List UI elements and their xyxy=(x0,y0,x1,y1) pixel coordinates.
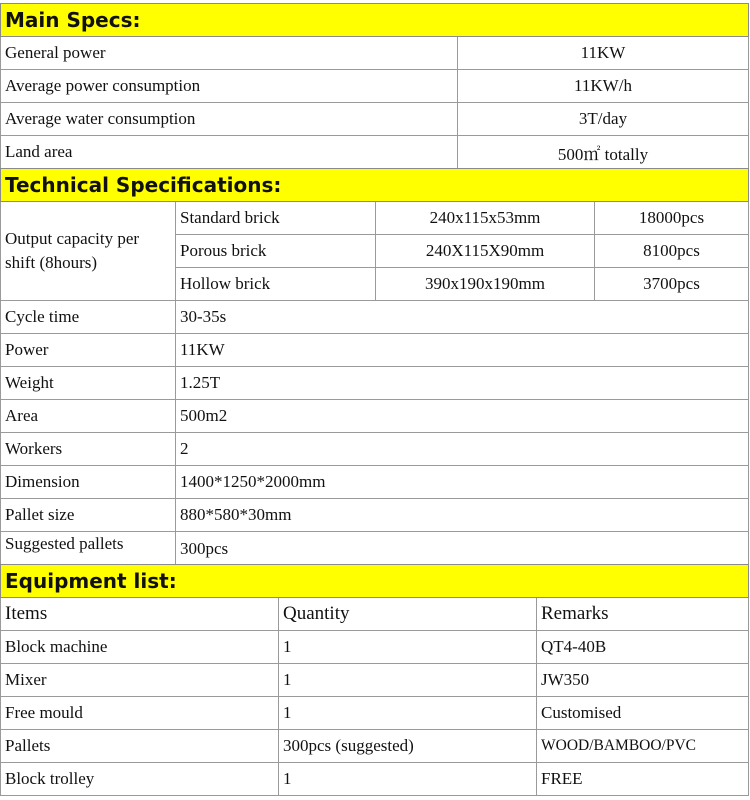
equipment-quantity: 300pcs (suggested) xyxy=(279,730,537,763)
equipment-quantity: 1 xyxy=(279,763,537,796)
brick-size: 240X115X90mm xyxy=(376,235,595,268)
spec-row xyxy=(1,70,749,103)
column-header-quantity: Quantity xyxy=(279,598,537,631)
spec-row xyxy=(1,37,749,70)
tech-spec-value: 2 xyxy=(176,433,749,466)
tech-spec-label: Power xyxy=(1,334,176,367)
tech-specs-table xyxy=(0,168,749,567)
brick-type: Standard brick xyxy=(176,202,376,235)
tech-spec-label: Area xyxy=(1,400,176,433)
column-header-remarks: Remarks xyxy=(537,598,749,631)
tech-spec-row xyxy=(1,301,749,334)
column-header-items: Items xyxy=(1,598,279,631)
equipment-remarks: FREE xyxy=(537,763,749,796)
tech-spec-row xyxy=(1,334,749,367)
brick-type: Hollow brick xyxy=(176,268,376,301)
brick-type: Porous brick xyxy=(176,235,376,268)
tech-spec-label: Suggested pallets xyxy=(1,532,176,567)
tech-spec-row xyxy=(1,532,749,567)
equipment-item: Free mould xyxy=(1,697,279,730)
output-row xyxy=(1,202,749,235)
tech-spec-value: 11KW xyxy=(176,334,749,367)
tech-spec-row xyxy=(1,433,749,466)
main-specs-header-row xyxy=(1,4,749,37)
spec-label: Land area xyxy=(1,136,458,169)
tech-spec-label: Cycle time xyxy=(1,301,176,334)
equipment-remarks: Customised xyxy=(537,697,749,730)
equipment-remarks: QT4-40B xyxy=(537,631,749,664)
tech-spec-label: Workers xyxy=(1,433,176,466)
equipment-table xyxy=(0,564,749,796)
equipment-title: Equipment list: xyxy=(1,565,749,598)
tech-spec-row xyxy=(1,367,749,400)
brick-quantity: 3700pcs xyxy=(595,268,749,301)
brick-quantity: 18000pcs xyxy=(595,202,749,235)
tech-spec-value: 500m2 xyxy=(176,400,749,433)
main-specs-title: Main Specs: xyxy=(1,4,749,37)
brick-size: 390x190x190mm xyxy=(376,268,595,301)
spec-row xyxy=(1,136,749,169)
spec-row xyxy=(1,103,749,136)
equipment-row xyxy=(1,730,749,763)
equipment-quantity: 1 xyxy=(279,697,537,730)
spec-value: 3T/day xyxy=(458,103,749,136)
tech-spec-row xyxy=(1,400,749,433)
equipment-row xyxy=(1,763,749,796)
equipment-row xyxy=(1,631,749,664)
tech-spec-value: 1.25T xyxy=(176,367,749,400)
brick-quantity: 8100pcs xyxy=(595,235,749,268)
tech-spec-value: 30-35s xyxy=(176,301,749,334)
tech-spec-value: 300pcs xyxy=(176,532,749,567)
tech-spec-row xyxy=(1,499,749,532)
tech-specs-title: Technical Specifications: xyxy=(1,169,749,202)
equipment-quantity: 1 xyxy=(279,664,537,697)
equipment-item: Pallets xyxy=(1,730,279,763)
tech-spec-value: 880*580*30mm xyxy=(176,499,749,532)
output-capacity-label: Output capacity per shift (8hours) xyxy=(1,202,176,301)
tech-specs-header-row xyxy=(1,169,749,202)
tech-spec-label: Pallet size xyxy=(1,499,176,532)
brick-size: 240x115x53mm xyxy=(376,202,595,235)
main-specs-table xyxy=(0,3,749,169)
equipment-quantity: 1 xyxy=(279,631,537,664)
equipment-header-row xyxy=(1,565,749,598)
tech-spec-label: Dimension xyxy=(1,466,176,499)
equipment-item: Mixer xyxy=(1,664,279,697)
equipment-row xyxy=(1,664,749,697)
spec-value: 11KW/h xyxy=(458,70,749,103)
equipment-row xyxy=(1,697,749,730)
spec-value: 500㎡ totally xyxy=(458,136,749,169)
equipment-item: Block trolley xyxy=(1,763,279,796)
tech-spec-label: Weight xyxy=(1,367,176,400)
tech-spec-row xyxy=(1,466,749,499)
spec-label: Average water consumption xyxy=(1,103,458,136)
spec-value: 11KW xyxy=(458,37,749,70)
spec-label: Average power consumption xyxy=(1,70,458,103)
equipment-column-headers xyxy=(1,598,749,631)
equipment-item: Block machine xyxy=(1,631,279,664)
tech-spec-value: 1400*1250*2000mm xyxy=(176,466,749,499)
equipment-remarks: JW350 xyxy=(537,664,749,697)
spec-label: General power xyxy=(1,37,458,70)
equipment-remarks: WOOD/BAMBOO/PVC xyxy=(537,730,749,763)
